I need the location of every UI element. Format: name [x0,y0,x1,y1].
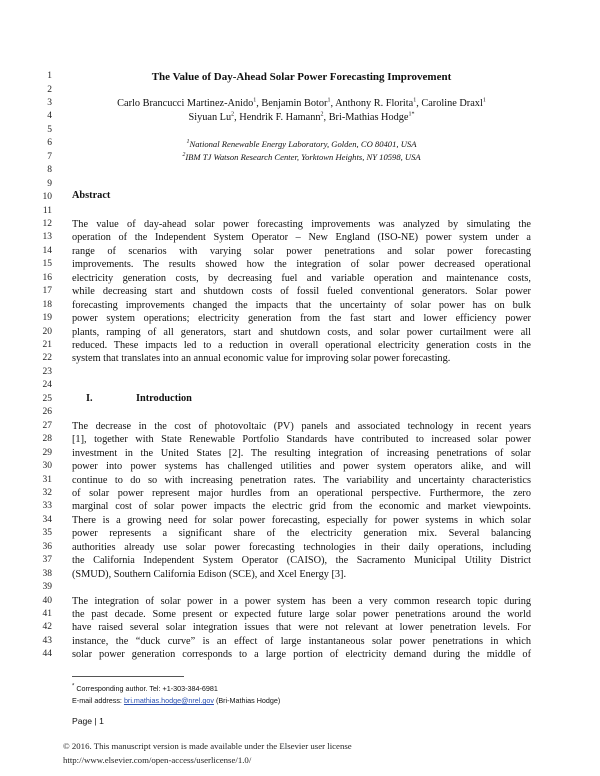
line-number: 44 [42,649,52,660]
text-line: solar power generation corresponds to a large portion of electricity demand during the middle of [72,649,531,661]
author-affiliation-marker: 1 [482,97,486,104]
text-line: power into power systems has challenged utilities and power system operators alike, and will [72,461,531,472]
abstract-heading: Abstract [72,190,111,201]
text-line: while decreasing start and shutdown costs of fossil fueled conventional generators. Solar power [72,286,531,298]
line-number: 9 [47,178,52,189]
text-line: The value of day-ahead solar power forecasting improvements was analyzed by simulating the [72,218,531,230]
author-name: Siyuan Lu [188,112,232,123]
text-line: the California Independent System Operator (CAISO), the Sacramento Municipal Utility District [72,555,531,567]
text-line: forecasting improvements changed the impacts that the uncertainty of solar power has on bulk [72,299,531,311]
footnote-rule [72,676,184,677]
footnote-corresponding: * Corresponding author. Tel: +1-303-384-6981 [72,683,218,693]
text-line: (SMUD), Southern California Edison (SCE), and Xcel Energy [3]. [72,568,347,580]
author-line-2: Siyuan Lu$^2$, Hendrik F. Hamann$^2$, Bri-Mathias Hodge$^{1*}$ [188,111,415,123]
text-line: authorities already use solar power forecasting technologies in their daily operations, including [72,541,531,553]
line-number: 19 [42,313,52,324]
text-line: [1], together with State Renewable Portfolio Standards have contributed to increased solar power [72,434,531,446]
author-affiliation-marker: 2 [320,111,324,118]
line-number: 1 [47,71,52,81]
line-number: 20 [42,326,52,337]
text-line: of solar power represent major hurdles from an operational perspective. Furthermore, the zero [72,487,531,499]
line-number: 40 [42,595,52,606]
line-number: 28 [42,434,52,445]
line-number: 15 [42,259,52,270]
text-line: The integration of solar power in a power system has been a very common research topic during [72,595,531,607]
line-number: 22 [42,353,52,364]
page-number: Page | 1 [72,716,104,726]
line-number: 42 [42,622,52,633]
line-number: 25 [42,393,52,404]
line-number: 23 [42,366,52,377]
author-affiliation-marker: 1 [253,97,257,104]
line-number: 32 [42,487,52,498]
text-line: There is a growing need for solar power forecasting, especially for power systems in which solar [72,514,531,526]
author-name: Hendrik F. Hamann [239,112,321,123]
line-number: 33 [42,501,52,512]
line-number: 35 [42,528,52,539]
license-notice: © 2016. This manuscript version is made available under the Elsevier user license [63,741,352,751]
section-heading-introduction [72,394,531,404]
author-affiliation-marker: 2 [231,111,235,118]
line-number: 7 [47,151,52,162]
line-number: 37 [42,555,52,566]
author-affiliation-marker: 1 [327,97,331,104]
line-number: 10 [42,192,52,203]
author-line-1: Carlo Brancucci Martinez-Anido$^1$, Benjamin Botor$^1$, Anthony R. Florita$^1$, Caroline Draxl$^1$ [117,97,486,109]
author-name: Anthony R. Florita [335,98,414,109]
line-number: 17 [42,286,52,297]
text-line: continue to do so with increasing penetration rates. The variability and uncertainty characteristics [72,474,531,486]
section-title: Introduction [136,393,192,404]
line-number: 29 [42,447,52,458]
line-number: 30 [42,461,52,471]
text-line: reduced. These impacts led to a reduction in overall operational electricity generation costs in the [72,340,531,351]
line-number: 41 [42,609,52,619]
line-number: 27 [42,420,52,431]
text-line: range of scenarios with varying solar power penetrations and solar power forecasting [72,245,531,257]
line-number: 12 [42,218,52,229]
license-url[interactable]: http://www.elsevier.com/open-access/userlicense/1.0/ [63,755,252,765]
text-line: have raised several solar integration issues that were not relevant at lower penetration levels. For [72,622,531,634]
line-number: 36 [42,541,52,552]
text-line: system that translates into an annual economic value for improving solar power forecasting. [72,353,451,365]
text-line: marginal cost of solar power impacts the electric grid from the economic and market viewpoints. [72,501,531,513]
affiliation-marker: 1 [186,139,190,146]
text-line: The decrease in the cost of photovoltaic (PV) panels and associated technology in recent years [72,420,531,432]
text-line: electricity generation costs, by decreasing fuel and variable operation and maintenance costs, [72,272,531,284]
text-line: the past decade. Some present or expected future large solar power penetrations around the world [72,609,531,620]
line-number: 6 [47,138,52,149]
affiliation-1: $^1$National Renewable Energy Laboratory, Golden, CO 80401, USA [186,139,417,149]
line-number: 14 [42,245,52,256]
text-line: operation of the Independent System Operator – New England (ISO-NE) power system under a [72,232,531,244]
text-line: instance, the “duck curve” is an effect of large instantaneous solar power penetrations in which [72,635,531,647]
text-line: improvements. The results showed how the integration of solar power decreased operational [72,259,531,271]
line-number: 16 [42,272,52,283]
text-line: investment in the United States [2]. The resulting integration of increasing penetrations of solar [72,447,531,459]
author-name: Benjamin Botor [261,98,328,109]
line-number: 43 [42,635,52,646]
line-number: 5 [47,124,52,135]
line-number: 34 [42,514,52,525]
author-affiliation-marker: 1* [408,111,415,118]
email-link[interactable]: bri.mathias.hodge@nrel.gov [123,696,214,705]
line-number: 8 [47,165,52,176]
footnote-email: E-mail address: bri.mathias.hodge@nrel.gov (Bri-Mathias Hodge) [72,696,281,705]
line-number: 31 [42,474,52,485]
line-number: 2 [47,84,52,95]
author-affiliation-marker: 1 [413,97,417,104]
line-number: 11 [42,205,52,216]
line-number: 4 [47,111,52,122]
line-number: 24 [42,380,52,391]
affiliation-marker: 2 [182,152,186,159]
line-number: 21 [42,340,52,350]
text-line: power represents a significant share of the electricity generation mix. Several balancing [72,528,531,540]
section-number: I. [86,393,93,404]
author-name: Bri-Mathias Hodge [328,112,409,123]
line-number: 38 [42,568,52,579]
affiliation-2: $^2$IBM TJ Watson Research Center, Yorktown Heights, NY 10598, USA [182,152,421,162]
line-number: 26 [42,407,52,418]
text-line: power system operations; electricity generation from the fast start and lower efficiency power [72,313,531,325]
footnote-marker: * [72,683,75,690]
author-name: Carlo Brancucci Martinez-Anido [117,98,254,109]
paper-title: The Value of Day-Ahead Solar Power Forecasting Improvement [151,71,452,83]
line-number: 39 [42,582,52,593]
author-name: Caroline Draxl [421,98,483,109]
line-number: 3 [47,97,52,108]
text-line: plants, ramping of all generators, start and shutdown costs, and solar power curtailment were all [72,326,531,338]
line-number: 13 [42,232,52,243]
line-number: 18 [42,299,52,310]
